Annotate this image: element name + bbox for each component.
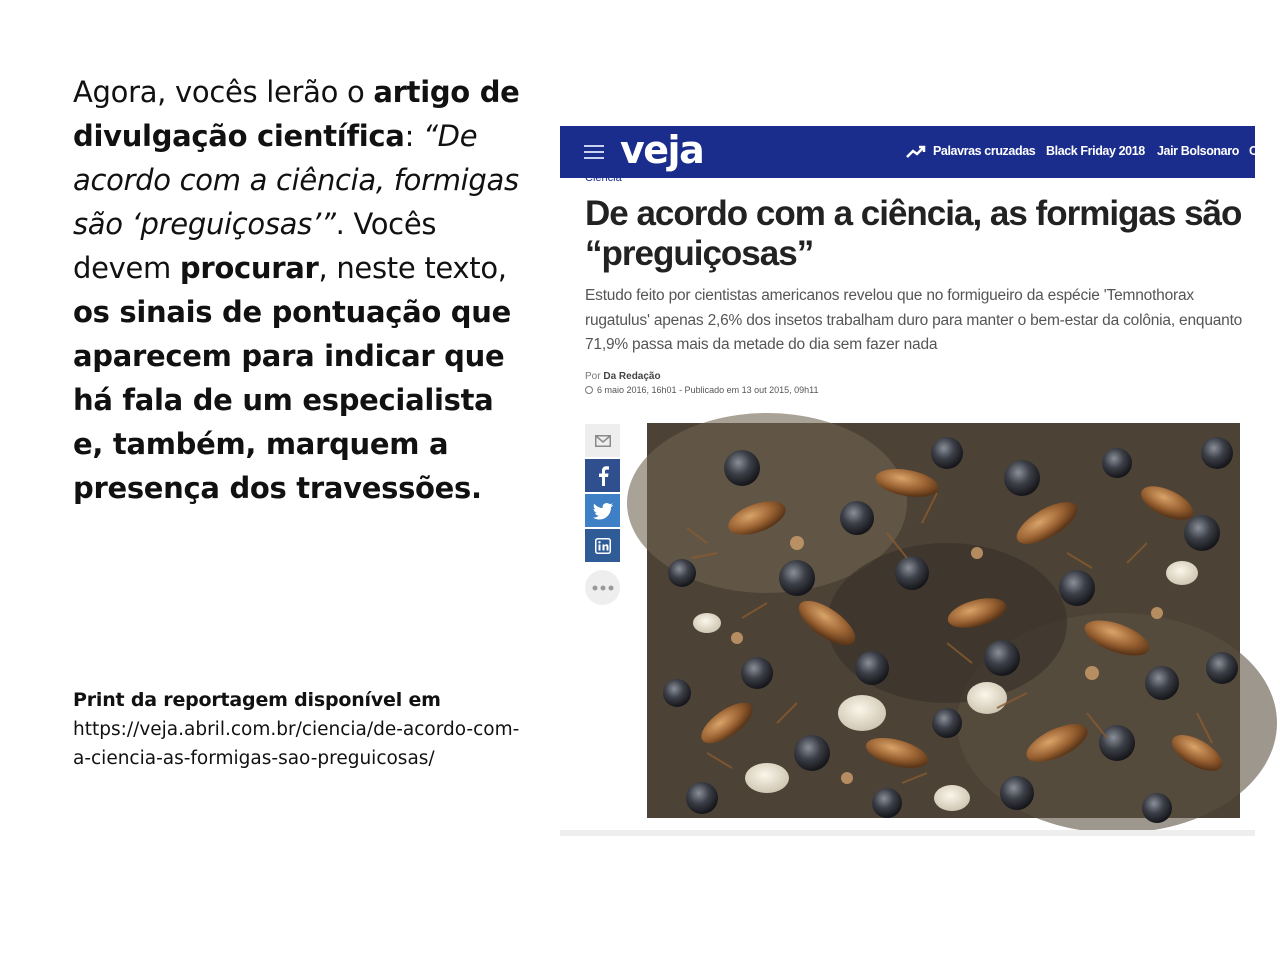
intro-text-3: . Vocês devem	[73, 207, 437, 285]
byline-author[interactable]: Da Redação	[603, 371, 661, 382]
nav-link-jair-bolsonaro[interactable]: Jair Bolsonaro	[1157, 144, 1239, 158]
intro-article-title: “De acordo com a ciência, formigas são ‘preguiçosas’”	[73, 119, 519, 241]
nav-link-truncated[interactable]: C	[1249, 144, 1258, 158]
source-url: https://veja.abril.com.br/ciencia/de-acordo-com-a-ciencia-as-formigas-sao-preguicosas/	[73, 719, 520, 769]
intro-text-4: , neste texto,	[318, 251, 507, 285]
intro-bold-genre: artigo de divulgação científica	[73, 75, 520, 153]
mail-icon[interactable]	[585, 424, 620, 457]
twitter-icon[interactable]	[585, 494, 620, 527]
nav-link-black-friday[interactable]: Black Friday 2018	[1046, 144, 1145, 158]
intro-text-1: Agora, vocês lerão o	[73, 75, 374, 109]
intro-bold-task: os sinais de pontuação que aparecem para indicar que há fala de um especialista e, também, marquem a presença dos travessões.	[73, 295, 511, 505]
hamburger-menu-icon[interactable]	[584, 145, 604, 159]
article-screenshot	[560, 126, 1258, 836]
dateline	[585, 385, 819, 395]
clock-icon	[585, 386, 593, 394]
instruction-text	[73, 70, 523, 510]
ants-photo	[647, 423, 1240, 818]
article-headline: De acordo com a ciência, as formigas são “preguiçosas”	[585, 194, 1242, 273]
dateline-text: 6 maio 2016, 16h01 - Publicado em 13 out 2015, 09h11	[597, 385, 819, 395]
site-header	[560, 126, 1258, 178]
screenshot-divider	[560, 830, 1255, 836]
nav-link-palavras-cruzadas[interactable]: Palavras cruzadas	[933, 144, 1036, 158]
byline	[585, 371, 661, 382]
linkedin-icon[interactable]	[585, 529, 620, 562]
byline-prefix: Por	[585, 371, 604, 382]
category-label[interactable]: Ciência	[585, 172, 622, 184]
intro-bold-verb: procurar	[179, 251, 319, 285]
source-note	[73, 686, 523, 773]
veja-logo[interactable]: veja	[620, 128, 704, 172]
facebook-icon[interactable]	[585, 459, 620, 492]
trending-icon	[906, 145, 926, 159]
source-title: Print da reportagem disponível em	[73, 689, 441, 711]
intro-text-2: :	[404, 119, 423, 153]
more-icon[interactable]	[585, 570, 620, 605]
article-lead: Estudo feito por cientistas americanos revelou que no formigueiro da espécie 'Temnothorax rugatulus' apenas 2,6% dos insetos trabalham duro para manter o bem-estar da colônia, enquanto 71,9% passa mais da metade do dia sem fazer nada	[585, 287, 1243, 353]
